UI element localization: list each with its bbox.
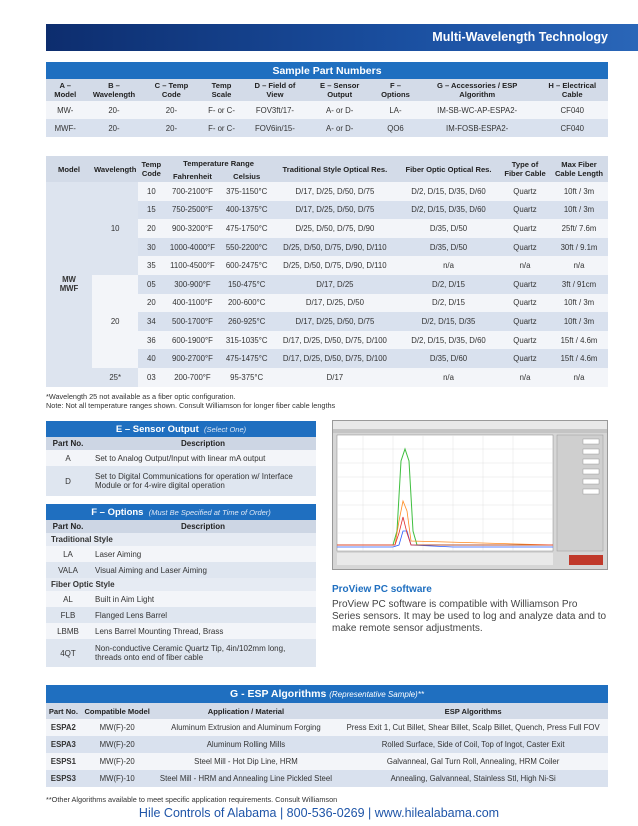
col-model: Model (46, 156, 92, 182)
sample-row (46, 101, 608, 119)
spec-row (46, 182, 608, 201)
esp-cell: MW(F)-20 (99, 723, 135, 732)
spec-cell: 1100-4500°F (170, 261, 215, 271)
col-wavelength: Wavelength (92, 156, 138, 182)
esp-title: G - ESP Algorithms (Representative Sample)** (46, 685, 608, 703)
esp-algorithms-table (46, 685, 608, 787)
options-row (46, 546, 316, 562)
options-row (46, 591, 316, 607)
spec-cell: Quartz (513, 279, 537, 289)
spec-cell: Quartz (513, 186, 537, 196)
spec-cell: Quartz (513, 298, 537, 308)
spec-cell: 95-375°C (230, 372, 264, 382)
sample-cell: F- or C- (208, 123, 235, 133)
spec-cell: D/17, D/25, D/50, D/75, D/100 (282, 354, 387, 364)
spec-cell: 36 (147, 335, 156, 345)
spec-cell: 3ft / 91cm (561, 279, 597, 289)
spec-cell: 35 (147, 261, 156, 271)
spec-cell: 10ft / 3m (563, 205, 595, 215)
spec-cell: 315-1035°C (225, 335, 268, 345)
spec-cell: Quartz (513, 223, 537, 233)
fiber-note: Note: Not all temperature ranges shown. Consult Williamson for longer fiber cable lengths (46, 401, 336, 410)
spec-cell: n/a (443, 372, 454, 382)
spec-cell: D/25, D/50, D/75, D/90 (295, 223, 375, 233)
wavelength-note: *Wavelength 25 not available as a fiber optic configuration. (46, 392, 236, 401)
esp-col-3: ESP Algorithms (338, 703, 608, 719)
specifications-table (46, 156, 608, 387)
spec-cell: 550-2200°C (225, 242, 268, 252)
spec-cell: 20 (147, 223, 156, 233)
sensor-col-desc: Description (90, 437, 316, 450)
spec-cell: 600-1900°F (172, 335, 213, 345)
sample-col-2: C – Temp Code (144, 79, 200, 101)
proview-title: ProView PC software (332, 584, 432, 595)
spec-cell: 1000-4000°F (169, 242, 216, 252)
options-row (46, 607, 316, 623)
sample-cell: CF040 (560, 105, 584, 115)
sample-title: Sample Part Numbers (46, 62, 608, 79)
spec-cell: D/17, D/25, D/50, D/75 (295, 205, 375, 215)
sensor-part: A (65, 453, 71, 463)
options-subheader (46, 533, 316, 546)
spec-cell: 03 (147, 372, 156, 382)
spec-cell: 475-1750°C (225, 223, 268, 233)
sensor-row (46, 466, 316, 496)
sample-cell: 20- (108, 105, 120, 115)
spec-cell: 30ft / 9.1m (560, 242, 598, 252)
spec-cell: 10ft / 3m (563, 298, 595, 308)
proview-text: ProView PC software is compatible with Williamson Pro Series sensors. It may be used to log and analyze data and to make remote sensor adjustments. (332, 599, 607, 634)
sensor-desc: Set to Analog Output/Input with linear mA output (95, 453, 266, 463)
spec-cell: n/a (573, 261, 585, 271)
footer-contact: Hile Controls of Alabama | 800-536-0269 | www.hilealabama.com (138, 806, 500, 820)
esp-cell: MW(F)-20 (99, 740, 135, 749)
esp-cell: MW(F)-10 (99, 774, 135, 783)
sensor-desc: Set to Digital Communications for operation w/ Interface Module or for 4-wire digital operation (95, 472, 293, 490)
sample-cell: LA- (389, 105, 402, 115)
spec-cell: 15ft / 4.6m (560, 335, 598, 345)
spec-cell: D/2, D/15, D/35, D/60 (411, 186, 486, 196)
esp-row (46, 719, 608, 736)
spec-cell: D/2, D/15, D/35, D/60 (411, 335, 486, 345)
sample-cell: 20- (108, 123, 120, 133)
spec-cell: 30 (147, 242, 156, 252)
esp-cell: Steel Mill - Hot Dip Line, HRM (194, 757, 298, 766)
options-title: F – Options (Must Be Specified at Time of Order) (46, 504, 316, 520)
esp-col-2: Application / Material (154, 703, 339, 719)
sample-col-5: E – Sensor Output (306, 79, 373, 101)
sample-cell: MWF- (54, 123, 76, 133)
spec-cell: 40 (147, 354, 156, 364)
esp-cell: Rolled Surface, Side of Coil, Top of Ingot, Caster Exit (381, 740, 565, 749)
sample-col-3: Temp Scale (199, 79, 243, 101)
col-celsius: Celsius (221, 170, 273, 182)
spec-cell: D/2, D/15 (432, 279, 465, 289)
proview-screenshot (332, 420, 608, 570)
spec-cell: n/a (519, 372, 531, 382)
sensor-output-section (46, 421, 316, 496)
sample-row (46, 119, 608, 137)
spec-cell: D/35, D/50 (429, 242, 468, 252)
spec-cell: 260-925°C (227, 316, 266, 326)
sensor-col-part: Part No. (46, 437, 90, 450)
options-subheader (46, 578, 316, 591)
sensor-title: E – Sensor Output (Select One) (46, 421, 316, 437)
spec-cell: Quartz (513, 354, 537, 364)
spec-wavelength: 10 (92, 182, 138, 275)
spec-cell: Quartz (513, 242, 537, 252)
option-part: 4QT (60, 648, 76, 658)
options-subheader-label: Traditional Style (46, 533, 316, 546)
esp-cell: Galvanneal, Gal Turn Roll, Annealing, HRM Coiler (386, 757, 560, 766)
spec-cell: D/2, D/15 (432, 298, 465, 308)
spec-cell: D/17 (326, 372, 344, 382)
option-part: FLB (60, 610, 76, 620)
spec-cell: Quartz (513, 335, 537, 345)
esp-row (46, 736, 608, 753)
spec-cell: 15 (147, 205, 156, 215)
spec-cell: D/2, D/15, D/35, D/60 (411, 205, 486, 215)
option-desc: Non-conductive Ceramic Quartz Tip, 4in/102mm long, threads onto end of fiber cable (95, 644, 286, 662)
spec-cell: 700-2100°F (172, 186, 213, 196)
spec-cell: D/17, D/25, D/50, D/75, D/100 (282, 335, 387, 345)
spec-cell: 200-700°F (174, 372, 211, 382)
esp-cell: ESPA3 (50, 740, 76, 749)
option-desc: Lens Barrel Mounting Thread, Brass (95, 626, 224, 636)
spec-cell: 20 (147, 298, 156, 308)
esp-row (46, 770, 608, 787)
spec-cell: 400-1100°F (172, 298, 213, 308)
spec-cell: Quartz (513, 205, 537, 215)
options-row (46, 562, 316, 578)
sample-cell: IM-FOSB-ESPA2- (446, 123, 509, 133)
spec-cell: D/2, D/15, D/35 (421, 316, 476, 326)
spec-cell: D/17, D/25, D/50, D/75 (295, 186, 375, 196)
option-desc: Flanged Lens Barrel (95, 610, 168, 620)
spec-wavelength: 25* (92, 368, 138, 387)
spec-model: MW MWF (46, 182, 92, 387)
sample-col-8: H – Electrical Cable (537, 79, 608, 101)
sample-col-6: F – Options (373, 79, 418, 101)
spec-cell: 475-1475°C (225, 354, 268, 364)
esp-cell: Annealing, Galvanneal, Stainless Stl, High Ni-Si (390, 774, 556, 783)
col-fahrenheit: Fahrenheit (164, 170, 220, 182)
options-col-desc: Description (90, 520, 316, 533)
esp-row (46, 753, 608, 770)
spec-cell: 150-475°C (227, 279, 266, 289)
options-row (46, 623, 316, 639)
sample-cell: 20- (165, 123, 178, 133)
spec-cell: D/17, D/25, D/50, D/75 (295, 316, 375, 326)
col-temp-code: Temp Code (138, 156, 164, 182)
spec-cell: 500-1700°F (172, 316, 213, 326)
sample-cell: F- or C- (208, 105, 235, 115)
spec-cell: 10ft / 3m (563, 316, 595, 326)
page-header: Multi-Wavelength Technology (46, 24, 638, 51)
spec-cell: D/25, D/50, D/75, D/90, D/110 (283, 242, 387, 252)
spec-cell: n/a (443, 261, 454, 271)
sample-cell: A- or D- (326, 123, 354, 133)
spec-cell: 900-2700°F (172, 354, 213, 364)
esp-cell: ESPS1 (50, 757, 76, 766)
spec-cell: 15ft / 4.6m (560, 354, 598, 364)
esp-note: **Other Algorithms available to meet specific application requirements. Consult Williamson (46, 795, 338, 804)
sample-cell: A- or D- (326, 105, 354, 115)
spec-row (46, 368, 608, 387)
option-desc: Laser Aiming (95, 549, 142, 559)
sample-cell: CF040 (560, 123, 584, 133)
sample-cell: FOV3ft/17- (255, 105, 295, 115)
spec-cell: 200-600°C (227, 298, 266, 308)
sample-col-7: G – Accessories / ESP Algorithm (418, 79, 537, 101)
spec-cell: 05 (147, 279, 156, 289)
options-section (46, 504, 316, 667)
spec-cell: D/35, D/50 (429, 223, 468, 233)
sample-cell: 20- (165, 105, 178, 115)
sample-cell: FOV6in/15- (255, 123, 295, 133)
sensor-row (46, 450, 316, 466)
esp-cell: MW(F)-20 (99, 757, 135, 766)
option-desc: Built in Aim Light (95, 594, 155, 604)
esp-cell: ESPA2 (50, 723, 76, 732)
spec-wavelength: 20 (92, 275, 138, 368)
spec-cell: 34 (147, 316, 156, 326)
sample-col-1: B – Wavelength (84, 79, 143, 101)
sample-part-numbers-table (46, 62, 608, 137)
esp-cell: Aluminum Rolling Mills (206, 740, 286, 749)
options-col-part: Part No. (46, 520, 90, 533)
spec-cell: D/25, D/50, D/75, D/90, D/110 (283, 261, 387, 271)
spec-cell: n/a (519, 261, 531, 271)
sample-col-4: D – Field of View (244, 79, 306, 101)
col-type: Type of Fiber Cable (500, 156, 550, 182)
spec-cell: 375-1150°C (226, 186, 268, 196)
spec-cell: D/17, D/25, D/50 (305, 298, 364, 308)
spec-cell: D/35, D/60 (429, 354, 468, 364)
col-trad: Traditional Style Optical Res. (273, 156, 397, 182)
spec-cell: D/17, D/25 (316, 279, 354, 289)
spec-cell: 400-1375°C (225, 205, 268, 215)
spec-cell: 900-3200°F (172, 223, 213, 233)
option-part: LBMB (57, 626, 79, 636)
esp-cell: Aluminum Extrusion and Aluminum Forging (171, 723, 321, 732)
esp-cell: ESPS3 (50, 774, 76, 783)
sample-cell: QO6 (387, 123, 404, 133)
spec-cell: 750-2500°F (172, 205, 213, 215)
esp-cell: Press Exit 1, Cut Billet, Shear Billet, Scalp Billet, Quench, Press Full FOV (346, 723, 600, 732)
options-row (46, 639, 316, 667)
sensor-part: D (65, 476, 71, 486)
spec-row (46, 275, 608, 294)
spec-cell: 300-900°F (174, 279, 211, 289)
option-part: VALA (58, 565, 78, 575)
spec-cell: 600-2475°C (225, 261, 268, 271)
option-desc: Visual Aiming and Laser Aiming (95, 565, 207, 575)
option-part: AL (63, 594, 73, 604)
sample-col-0: A – Model (46, 79, 84, 101)
spec-cell: n/a (573, 372, 585, 382)
spec-cell: Quartz (513, 316, 537, 326)
options-subheader-label: Fiber Optic Style (46, 578, 316, 591)
spec-cell: 10 (147, 186, 156, 196)
col-fiber: Fiber Optic Optical Res. (397, 156, 500, 182)
sample-cell: IM-SB-WC-AP-ESPA2- (437, 105, 518, 115)
spec-cell: 25ft/ 7.6m (561, 223, 597, 233)
col-max: Max Fiber Cable Length (550, 156, 608, 182)
spec-cell: 10ft / 3m (563, 186, 595, 196)
col-temp-range: Temperature Range (164, 156, 272, 170)
sample-cell: MW- (57, 105, 74, 115)
esp-col-0: Part No. (46, 703, 81, 719)
option-part: LA (63, 549, 73, 559)
esp-cell: Steel Mill - HRM and Annealing Line Pickled Steel (159, 774, 332, 783)
esp-col-1: Compatible Model (81, 703, 154, 719)
